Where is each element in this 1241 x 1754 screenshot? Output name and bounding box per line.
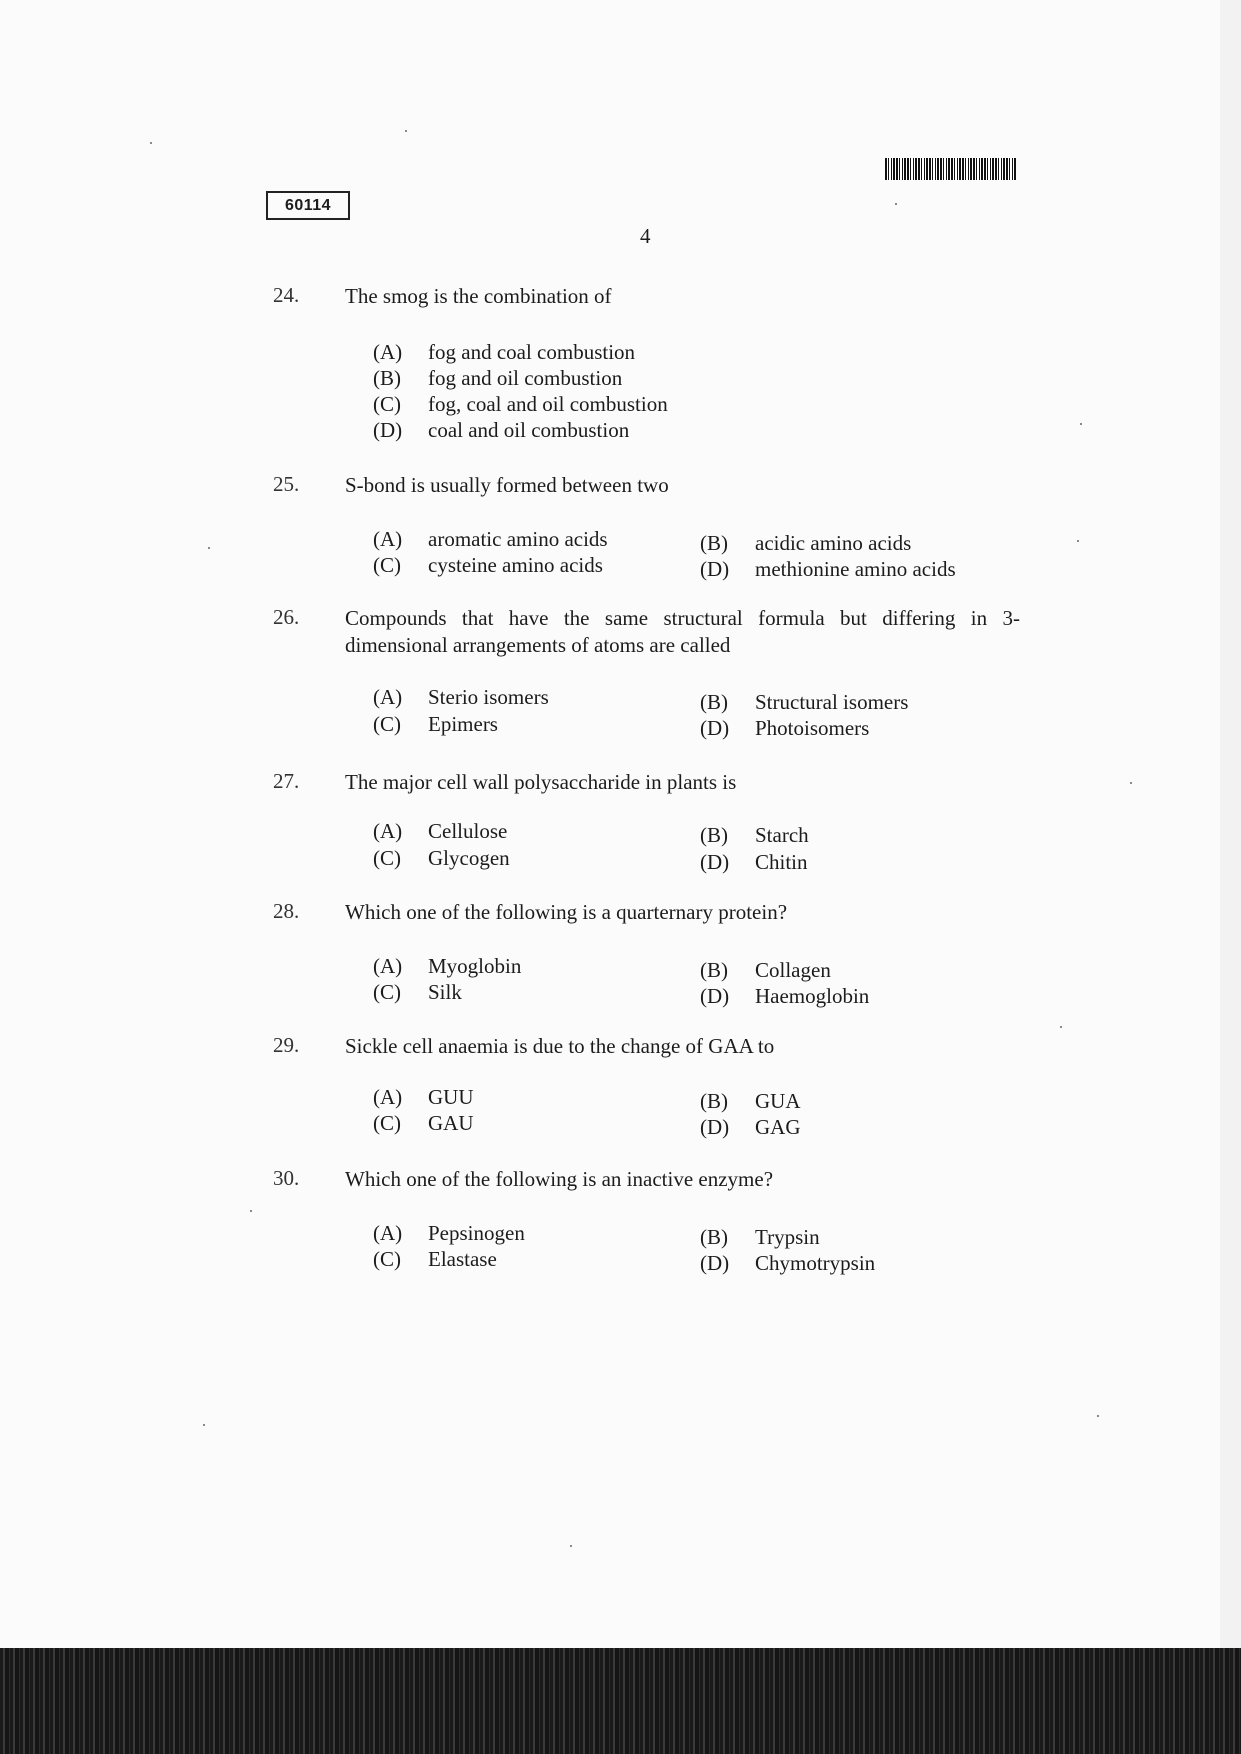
option-label: (D) [700, 1115, 730, 1139]
question-number: 28. [273, 899, 300, 923]
option-d [700, 716, 869, 741]
option-a [373, 685, 549, 710]
option-label: (B) [373, 366, 401, 390]
option-a [373, 1085, 474, 1110]
option-label: (B) [700, 1225, 728, 1249]
option-text: Glycogen [428, 846, 510, 870]
scan-speck [1130, 782, 1132, 784]
option-text: Pepsinogen [428, 1221, 525, 1245]
option-text: Elastase [428, 1247, 497, 1271]
option-label: (B) [700, 690, 728, 714]
scan-speck [1080, 423, 1082, 425]
question-text: Compounds that have the same structural formula but differing in 3-dimensional arrangements of atoms are called [345, 606, 1020, 657]
option-label: (C) [373, 1247, 401, 1271]
scanner-bottom-strip [0, 1648, 1241, 1754]
option-label: (B) [700, 531, 728, 555]
option-label: (D) [700, 557, 730, 581]
option-label: (A) [373, 1221, 403, 1245]
option-text: Structural isomers [755, 690, 909, 714]
option-a [373, 1221, 525, 1246]
option-text: Cellulose [428, 819, 508, 843]
option-label: (A) [373, 685, 403, 709]
option-b [700, 823, 809, 848]
option-text: fog, coal and oil combustion [428, 392, 668, 416]
option-c [373, 553, 603, 578]
scan-speck [203, 1424, 205, 1426]
option-d [373, 418, 629, 443]
option-text: GAU [428, 1111, 474, 1135]
page-number: 4 [640, 224, 651, 248]
scan-speck [570, 1545, 572, 1547]
scan-speck [1060, 1026, 1062, 1028]
option-b [373, 366, 622, 391]
option-b [700, 531, 911, 556]
option-label: (B) [700, 1089, 728, 1113]
option-text: Trypsin [755, 1225, 820, 1249]
option-label: (A) [373, 954, 403, 978]
option-d [700, 1251, 875, 1276]
option-b [700, 958, 831, 983]
question-text: Sickle cell anaemia is due to the change of GAA to [345, 1034, 775, 1058]
scan-speck [208, 547, 210, 549]
option-d [700, 984, 869, 1009]
scan-speck [250, 1210, 252, 1212]
option-label: (C) [373, 980, 401, 1004]
option-label: (C) [373, 1111, 401, 1135]
option-label: (D) [373, 418, 403, 442]
question-number: 25. [273, 472, 300, 496]
option-text: coal and oil combustion [428, 418, 630, 442]
question-text: Which one of the following is a quarternary protein? [345, 900, 788, 924]
option-text: Epimers [428, 712, 498, 736]
barcode [885, 158, 1016, 180]
option-b [700, 1089, 801, 1114]
option-label: (B) [700, 823, 728, 847]
question-number: 24. [273, 283, 300, 307]
question-number: 27. [273, 769, 300, 793]
question-text: The smog is the combination of [345, 284, 612, 308]
paper-code-box: 60114 [266, 191, 350, 220]
option-c [373, 980, 462, 1005]
option-text: acidic amino acids [755, 531, 912, 555]
scan-speck [150, 142, 152, 144]
option-b [700, 690, 908, 715]
option-text: Myoglobin [428, 954, 522, 978]
option-label: (C) [373, 712, 401, 736]
option-c [373, 1111, 474, 1136]
question-number: 26. [273, 605, 300, 629]
option-label: (D) [700, 850, 730, 874]
question-number: 30. [273, 1166, 300, 1190]
option-text: GAG [755, 1115, 801, 1139]
scan-right-edge [1220, 0, 1241, 1648]
option-label: (A) [373, 819, 403, 843]
option-b [700, 1225, 820, 1250]
option-label: (D) [700, 716, 730, 740]
question-text: S-bond is usually formed between two [345, 473, 669, 497]
option-label: (A) [373, 340, 403, 364]
option-text: methionine amino acids [755, 557, 956, 581]
option-c [373, 392, 668, 417]
option-a [373, 819, 507, 844]
option-label: (C) [373, 392, 401, 416]
option-d [700, 850, 808, 875]
option-text: Collagen [755, 958, 831, 982]
scan-speck [1077, 540, 1079, 542]
option-text: Photoisomers [755, 716, 870, 740]
question-number: 29. [273, 1033, 300, 1057]
option-label: (A) [373, 527, 403, 551]
option-d [700, 557, 956, 582]
option-label: (B) [700, 958, 728, 982]
option-c [373, 846, 510, 871]
option-label: (D) [700, 1251, 730, 1275]
option-label: (C) [373, 553, 401, 577]
option-text: fog and coal combustion [428, 340, 636, 364]
option-text: Silk [428, 980, 462, 1004]
scan-speck [405, 130, 407, 132]
option-label: (A) [373, 1085, 403, 1109]
scan-speck [895, 203, 897, 205]
option-a [373, 527, 608, 552]
option-text: Starch [755, 823, 809, 847]
option-text: Sterio isomers [428, 685, 549, 709]
option-text: fog and oil combustion [428, 366, 623, 390]
option-a [373, 340, 635, 365]
option-text: Chitin [755, 850, 808, 874]
question-text: The major cell wall polysaccharide in plants is [345, 770, 737, 794]
option-text: aromatic amino acids [428, 527, 608, 551]
option-c [373, 712, 498, 737]
option-label: (C) [373, 846, 401, 870]
option-c [373, 1247, 497, 1272]
question-text: Which one of the following is an inactive enzyme? [345, 1167, 774, 1191]
option-text: Chymotrypsin [755, 1251, 876, 1275]
option-text: cysteine amino acids [428, 553, 603, 577]
scan-speck [1097, 1415, 1099, 1417]
option-text: GUA [755, 1089, 801, 1113]
option-d [700, 1115, 801, 1140]
option-a [373, 954, 521, 979]
option-text: Haemoglobin [755, 984, 870, 1008]
option-text: GUU [428, 1085, 474, 1109]
option-label: (D) [700, 984, 730, 1008]
